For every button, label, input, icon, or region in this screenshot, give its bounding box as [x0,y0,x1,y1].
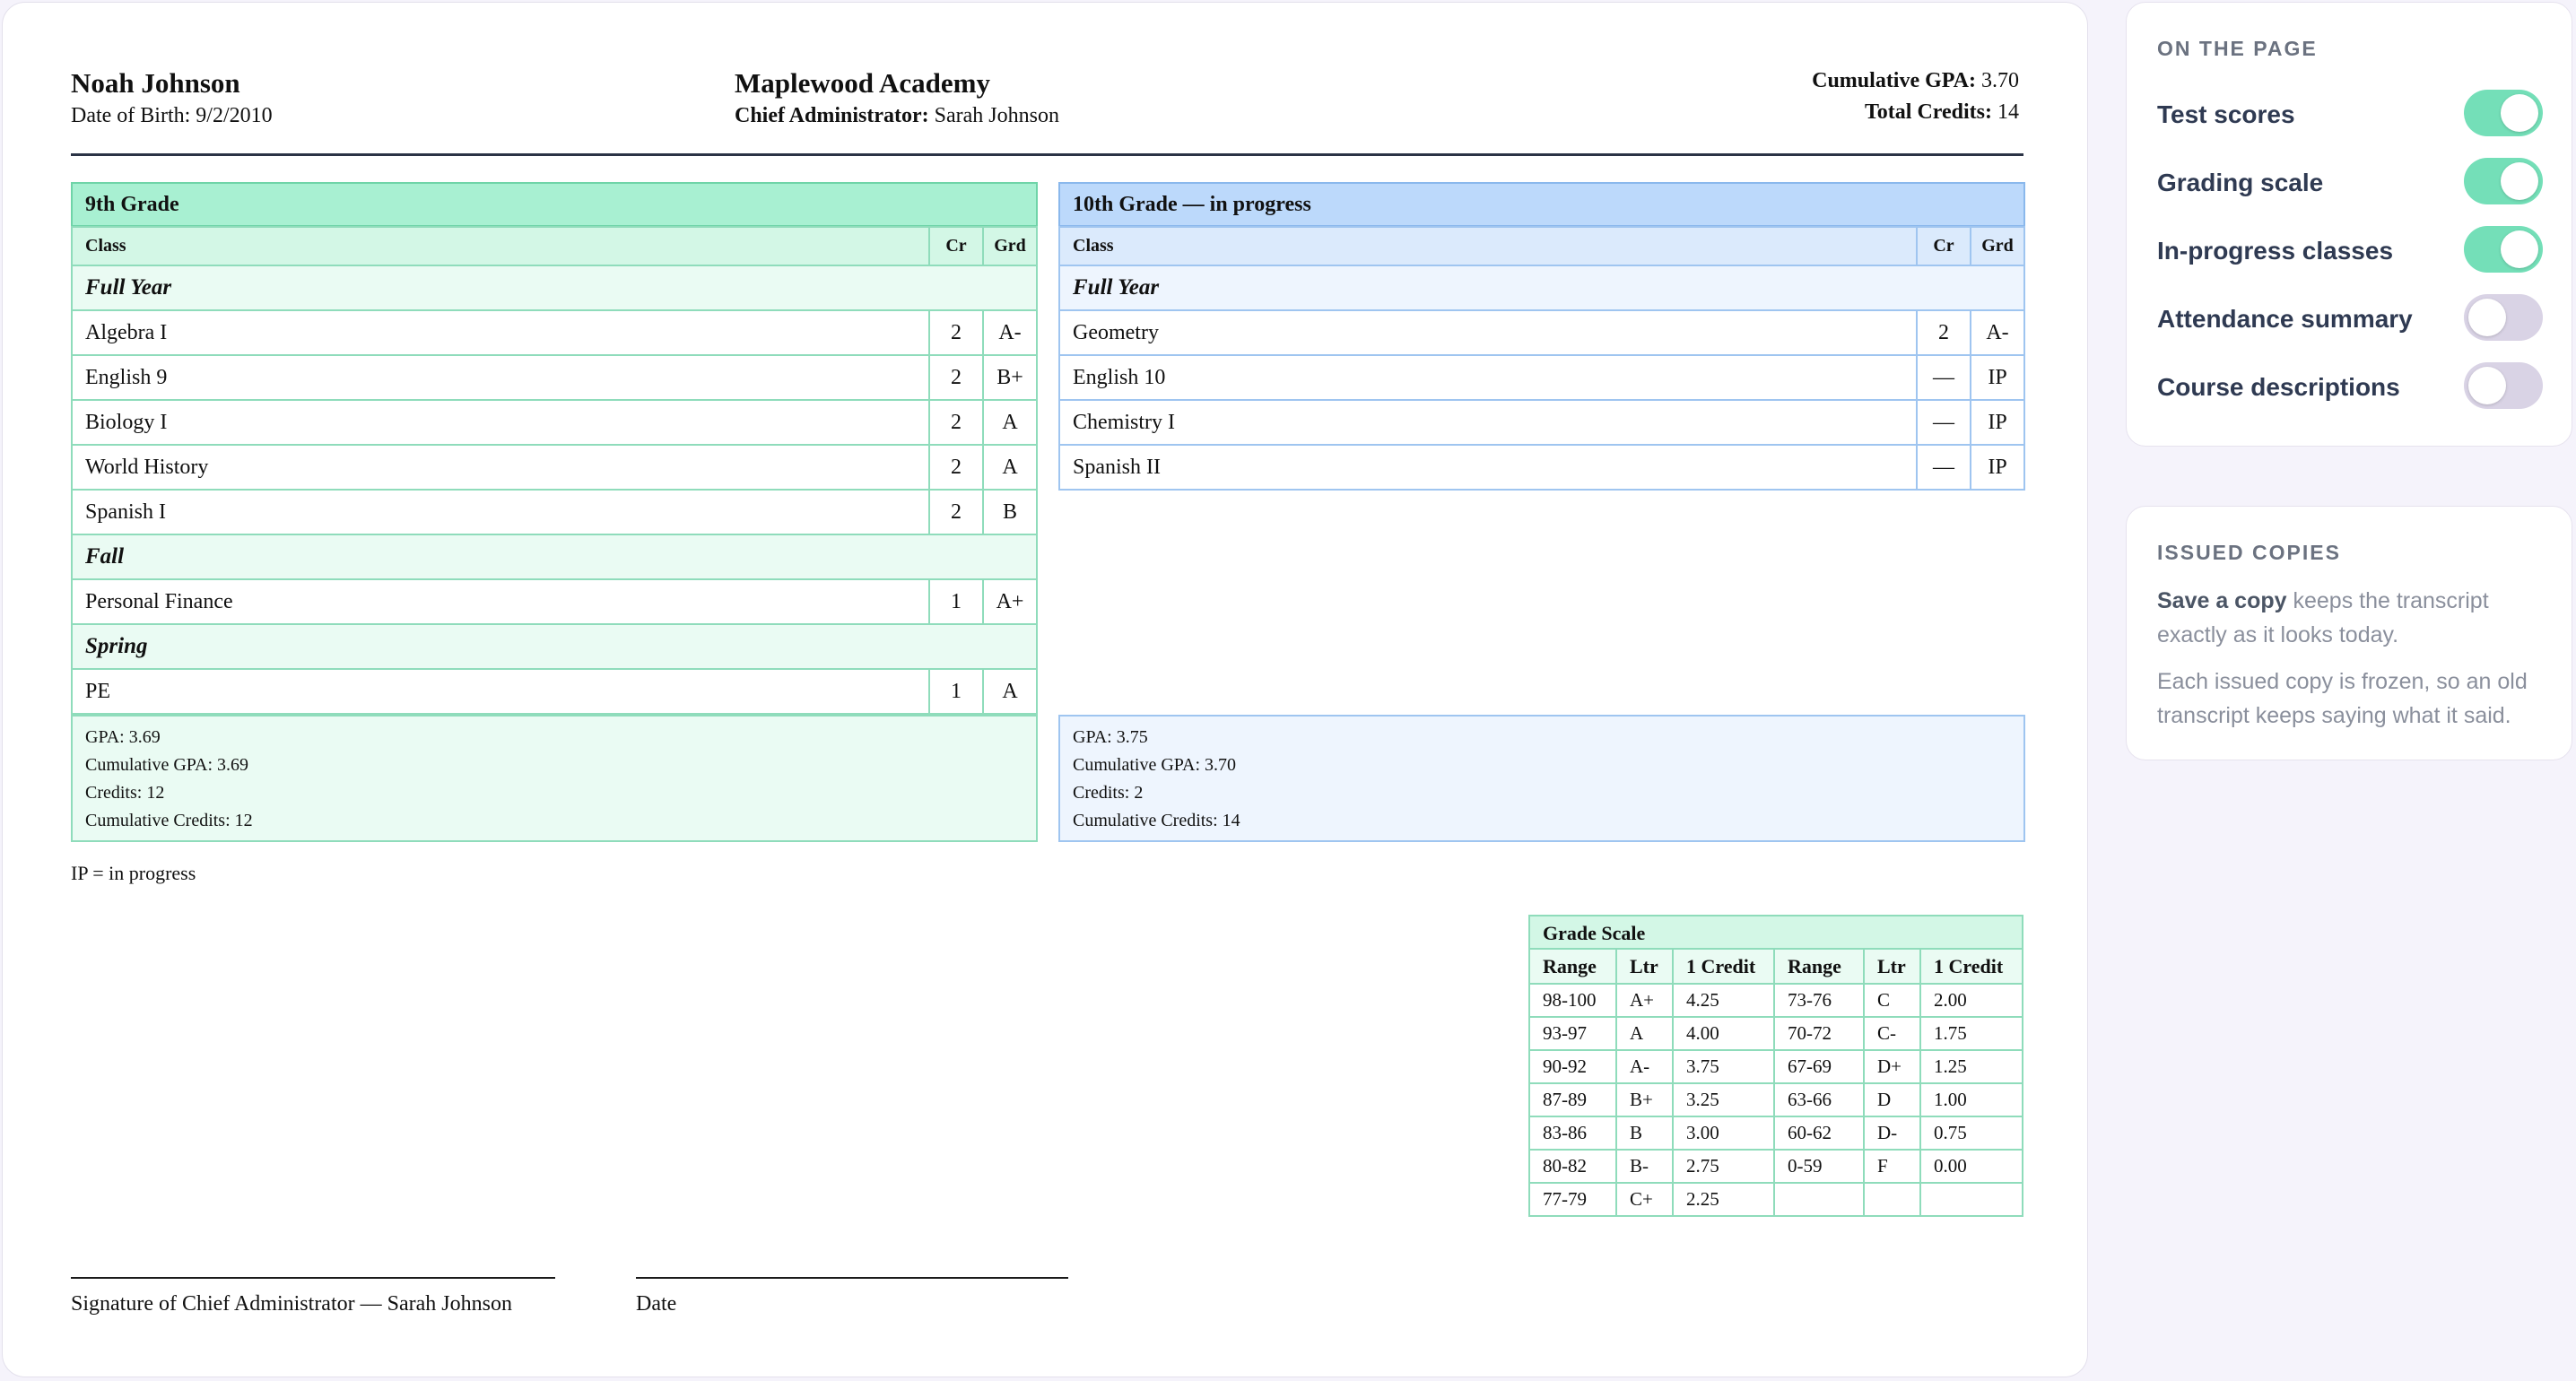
range-header: Range [1774,949,1864,984]
term-full-year: Full Year [72,265,1037,310]
toggle-knob [2501,162,2538,200]
scale-cell: A [1616,1017,1673,1050]
scale-cell: 2.00 [1920,984,2023,1017]
toggle-label: Attendance summary [2157,305,2413,333]
table-row [1059,310,2024,355]
scale-cell: 87-89 [1529,1083,1616,1116]
class-name: Algebra I [72,310,929,355]
cumulative-gpa-label: Cumulative GPA: [1812,69,1976,92]
toggle-label: Grading scale [2157,169,2324,196]
class-grade: IP [1971,400,2024,445]
school-name: Maplewood Academy [735,67,991,99]
scale-cell [1864,1183,1920,1216]
student-name: Noah Johnson [71,67,240,99]
scale-cell: 3.00 [1673,1116,1774,1150]
issued-copies-note: Each issued copy is frozen, so an old transcript keeps saying what it said. [2157,669,2528,728]
letter-header: Ltr [1864,949,1920,984]
term-gpa: GPA: 3.75 [1073,727,1148,747]
class-credit: — [1917,445,1971,490]
course-descriptions-toggle[interactable] [2464,362,2543,409]
class-grade: A [983,445,1037,490]
table-row [72,490,1037,534]
scale-cell: C [1864,984,1920,1017]
scale-cell: 0.75 [1920,1116,2023,1150]
term-credits: Credits: 2 [1073,783,1144,803]
scale-cell: F [1864,1150,1920,1183]
scale-cell: 93-97 [1529,1017,1616,1050]
scale-cell: 4.25 [1673,984,1774,1017]
table-row [1529,984,2023,1017]
admin-signature-line [71,1277,555,1279]
scale-cell: C+ [1616,1183,1673,1216]
toggle-row-grading-scale[interactable] [2157,158,2543,204]
scale-cell: 3.75 [1673,1050,1774,1083]
class-credit: 1 [929,579,983,624]
scale-cell: 2.25 [1673,1183,1774,1216]
credit-column-header: Cr [929,227,983,265]
in-progress-legend: IP = in progress [71,862,196,884]
scale-cell: D- [1864,1116,1920,1150]
issued-copies-card [2126,506,2572,760]
grade-9-table [71,226,1038,715]
table-row [1529,1150,2023,1183]
chief-administrator [735,104,1059,128]
scale-cell: B [1616,1116,1673,1150]
class-name: Geometry [1059,310,1917,355]
term-cumulative-gpa: Cumulative GPA: 3.69 [85,755,249,775]
cumulative-gpa-value: 3.70 [1976,69,2019,92]
issued-copies-title: ISSUED COPIES [2157,541,2341,564]
scale-cell: 77-79 [1529,1183,1616,1216]
date-signature-label: Date [636,1292,677,1316]
scale-cell: 1.00 [1920,1083,2023,1116]
range-header: Range [1529,949,1616,984]
class-name: Biology I [72,400,929,445]
scale-cell: 67-69 [1774,1050,1864,1083]
total-credits-value: 14 [1992,100,2019,124]
admin-signature-label: Signature of Chief Administrator — Sarah Johnson [71,1292,512,1316]
class-credit: 2 [1917,310,1971,355]
grade-10-title: 10th Grade — in progress [1058,182,2025,227]
class-column-header: Class [72,227,929,265]
scale-cell: 4.00 [1673,1017,1774,1050]
table-row [1529,1017,2023,1050]
class-name: Personal Finance [72,579,929,624]
grade-scale-table [1528,948,2023,1217]
save-copy-emphasis: Save a copy [2157,588,2287,613]
scale-cell: B- [1616,1150,1673,1183]
admin-name: Sarah Johnson [928,104,1059,127]
grade-10-column-header [1059,227,2024,265]
class-credit: 2 [929,310,983,355]
class-credit: — [1917,355,1971,400]
grade-column-header: Grd [1971,227,2024,265]
class-name: English 10 [1059,355,1917,400]
scale-cell: 0.00 [1920,1150,2023,1183]
term-full-year: Full Year [1059,265,2024,310]
class-name: World History [72,445,929,490]
toggle-row-course-descriptions[interactable] [2157,362,2543,409]
transcript-document [2,2,2088,1377]
class-credit: 1 [929,669,983,714]
toggle-row-test-scores[interactable] [2157,90,2543,136]
class-credit: — [1917,400,1971,445]
class-column-header: Class [1059,227,1917,265]
table-row [72,669,1037,714]
class-grade: A [983,669,1037,714]
scale-cell: 80-82 [1529,1150,1616,1183]
table-row [72,579,1037,624]
table-row [1059,445,2024,490]
grade-scale [1528,915,2023,1217]
transcript-summary [1812,65,2019,128]
class-credit: 2 [929,355,983,400]
class-credit: 2 [929,400,983,445]
class-name: English 9 [72,355,929,400]
scale-cell: B+ [1616,1083,1673,1116]
class-grade: B+ [983,355,1037,400]
term-fall: Fall [72,534,1037,579]
scale-cell: A- [1616,1050,1673,1083]
class-grade: A- [1971,310,2024,355]
grade-10-totals [1058,715,2025,842]
scale-cell: 70-72 [1774,1017,1864,1050]
grade-9-title: 9th Grade [71,182,1038,227]
scale-cell: 2.75 [1673,1150,1774,1183]
test-scores-toggle[interactable] [2464,90,2543,136]
grade-scale-header [1529,949,2023,984]
in-progress-classes-toggle[interactable] [2464,226,2543,273]
table-row [1059,355,2024,400]
grade-column-header: Grd [983,227,1037,265]
student-dob: Date of Birth: 9/2/2010 [71,104,273,127]
credit-column-header: Cr [1917,227,1971,265]
toggle-label: Course descriptions [2157,373,2400,401]
scale-cell: 63-66 [1774,1083,1864,1116]
grade-scale-title: Grade Scale [1528,915,2023,950]
scale-cell: D+ [1864,1050,1920,1083]
table-row [1529,1083,2023,1116]
scale-cell: D [1864,1083,1920,1116]
class-name: Spanish I [72,490,929,534]
table-row [1529,1183,2023,1216]
grade-10-table [1058,226,2025,491]
scale-cell [1920,1183,2023,1216]
scale-cell: A+ [1616,984,1673,1017]
toggle-row-attendance-summary[interactable] [2157,294,2543,341]
date-signature-line [636,1277,1068,1279]
scale-cell: 73-76 [1774,984,1864,1017]
class-name: Chemistry I [1059,400,1917,445]
admin-label: Chief Administrator: [735,104,929,127]
total-credits-label: Total Credits: [1864,100,1992,124]
term-cumulative-credits: Cumulative Credits: 12 [85,811,253,830]
class-name: Spanish II [1059,445,1917,490]
class-grade: A- [983,310,1037,355]
grading-scale-toggle[interactable] [2464,158,2543,204]
credit-value-header: 1 Credit [1920,949,2023,984]
term-spring: Spring [72,624,1037,669]
toggle-knob [2468,299,2506,336]
table-row [72,355,1037,400]
table-row [72,445,1037,490]
toggle-row-in-progress-classes[interactable] [2157,226,2543,273]
on-the-page-card [2126,2,2572,447]
grade-9-panel [71,182,1038,842]
scale-cell [1774,1183,1864,1216]
toggle-knob [2468,367,2506,404]
table-row [1529,1050,2023,1083]
term-cumulative-gpa: Cumulative GPA: 3.70 [1073,755,1237,775]
class-name: PE [72,669,929,714]
term-gpa: GPA: 3.69 [85,727,161,747]
class-grade: B [983,490,1037,534]
class-credit: 2 [929,445,983,490]
attendance-summary-toggle[interactable] [2464,294,2543,341]
scale-cell: 90-92 [1529,1050,1616,1083]
class-grade: IP [1971,355,2024,400]
scale-cell: C- [1864,1017,1920,1050]
toggle-label: Test scores [2157,100,2295,128]
issued-copies-description [2157,584,2543,652]
scale-cell: 3.25 [1673,1083,1774,1116]
scale-cell: 0-59 [1774,1150,1864,1183]
term-cumulative-credits: Cumulative Credits: 14 [1073,811,1240,830]
class-credit: 2 [929,490,983,534]
grade-9-column-header [72,227,1037,265]
toggle-knob [2501,230,2538,268]
grade-9-totals [71,715,1038,842]
table-row [72,400,1037,445]
header-divider [71,153,2023,156]
class-grade: A [983,400,1037,445]
scale-cell: 1.25 [1920,1050,2023,1083]
issued-copies-description-rest: keeps the transcript exactly as it looks today. [2157,588,2489,647]
term-credits: Credits: 12 [85,783,165,803]
toggle-knob [2501,94,2538,132]
scale-cell: 1.75 [1920,1017,2023,1050]
letter-header: Ltr [1616,949,1673,984]
table-row [1059,400,2024,445]
credit-value-header: 1 Credit [1673,949,1774,984]
table-row [1529,1116,2023,1150]
class-grade: IP [1971,445,2024,490]
class-grade: A+ [983,579,1037,624]
scale-cell: 60-62 [1774,1116,1864,1150]
on-the-page-title: ON THE PAGE [2157,37,2318,60]
toggle-label: In-progress classes [2157,237,2394,265]
table-row [72,310,1037,355]
scale-cell: 83-86 [1529,1116,1616,1150]
scale-cell: 98-100 [1529,984,1616,1017]
grade-10-panel [1058,182,2025,842]
